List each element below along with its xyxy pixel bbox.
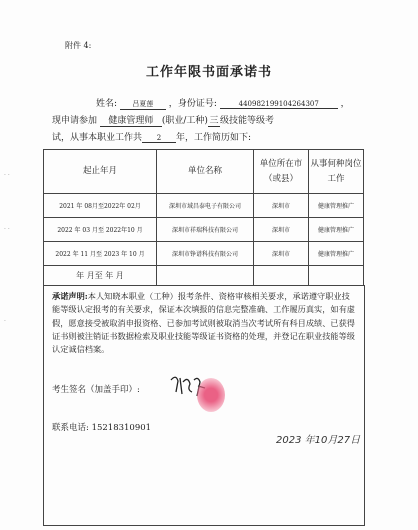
table-row [44, 218, 364, 242]
apply-line [52, 113, 274, 127]
declaration-text: 本人知晓本职业（工种）报考条件、资格审核相关要求，承诺遵守职业技能等级认定报考的有关要求，保证本次填报的信息完整准确、工作履历真实，如有虚假，愿意接受被取消申报资格、已参加考试则被取消当次考试所有科目成绩、已获得证书则被注销证书数据检索及职业技能等级证书资格的处理，并登记在职业技能等级认定诚信档案。 [52, 291, 355, 355]
id-label-text: 身份证号: [177, 99, 217, 109]
cell-period: 2021 年 08月至2022年 02月 [44, 194, 157, 218]
margin-mark: · [4, 318, 6, 325]
cell-city: 深圳市 [254, 218, 309, 242]
phone-line [52, 421, 151, 433]
id-label: ， [168, 99, 178, 109]
cell-city: 深圳市 [254, 194, 309, 218]
name-label: 姓名: [96, 99, 118, 109]
signature-label: 考生签名（加盖手印）: [52, 385, 140, 395]
years-prefix: 试，从事本职业工作共 [52, 133, 143, 143]
document-title: 工作年限书面承诺书 [145, 65, 272, 80]
table-row [44, 266, 364, 286]
cell-position: 健康管理推广 [309, 194, 364, 218]
table-row [44, 242, 364, 266]
signature-line [52, 383, 140, 395]
cell-position: 健康管理推广 [309, 242, 364, 266]
declaration [52, 290, 357, 356]
fingerprint-stamp [197, 378, 225, 412]
work-history-table [43, 149, 364, 286]
cell-city: 深圳市 [254, 242, 309, 266]
signed-date: 2023 年10月27日 [276, 435, 361, 446]
phone-label: 联系电话: [52, 423, 89, 433]
phone-value: 15218310901 [91, 423, 152, 433]
margin-mark: · · [4, 226, 10, 233]
name-id-line: 姓名: 吕夏莲 ，身份证号: 440982199104264307 ， [96, 99, 350, 109]
header-company: 单位名称 [157, 150, 254, 194]
cell-period: 2022 年 03 月至 2022年10 月 [44, 218, 157, 242]
cell-position [309, 266, 364, 286]
cell-city [254, 266, 309, 286]
occupation-field: 健康管理师 [100, 113, 162, 127]
header-city: 单位所在市（或县） [254, 150, 309, 194]
level-field: 三 [208, 113, 220, 127]
apply-suffix: 级技能等级考 [219, 116, 274, 126]
declaration-label: 承诺声明: [52, 291, 88, 301]
cell-company: 深圳市祥瑞科技有限公司 [157, 218, 254, 242]
table-row [44, 194, 364, 218]
id-number-field: 440982199104264307 [220, 100, 338, 109]
cell-period: 2022 年 11 月至 2023 年 10 月 [44, 242, 157, 266]
apply-prefix: 现申请参加 [52, 116, 98, 126]
cell-company [157, 266, 254, 286]
margin-mark: · · [4, 172, 10, 179]
name-field: 吕夏莲 [120, 99, 166, 110]
years-line [52, 130, 251, 143]
cell-company: 深圳市域昌泰电子有限公司 [157, 194, 254, 218]
table-header-row [44, 150, 364, 194]
attachment-label: 附件 4: [65, 41, 92, 50]
years-field: 2 [142, 134, 176, 143]
apply-mid: (职业/工种) [161, 116, 208, 126]
header-position: 从事何种岗位工作 [309, 150, 364, 194]
years-suffix: 年，工作简历如下: [176, 133, 252, 143]
cell-position: 健康管理推广 [309, 218, 364, 242]
cell-company: 深圳市铮谱科技有限公司 [157, 242, 254, 266]
cell-period: 年 月至 年 月 [44, 266, 157, 286]
header-period: 起止年月 [44, 150, 157, 194]
